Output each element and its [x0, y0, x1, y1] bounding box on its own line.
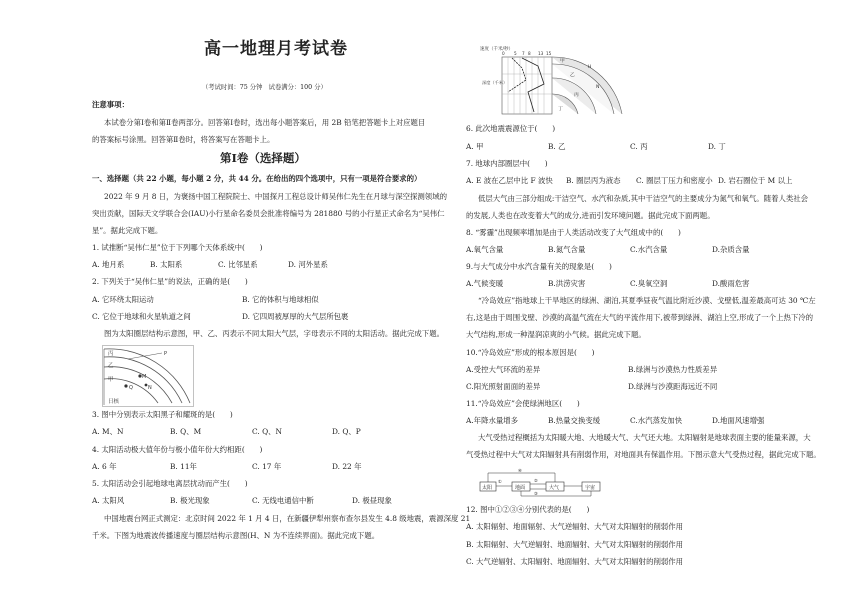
question-stem: 11.“冷岛效应”会使绿洲地区( )	[466, 399, 580, 408]
question-stem: 5. 太阳活动会引起地球电离层扰动而产生( )	[92, 479, 248, 488]
question-stem: 4. 太阳活动极大值年份与极小值年份大约相距( )	[92, 445, 263, 454]
question-stem: 8. “雾霾”出现频率增加是由于人类活动改变了大气组成中的( )	[466, 228, 681, 237]
option-c[interactable]: C. 丙	[630, 142, 648, 151]
question-stem: 6. 此次地震震源位于( )	[466, 124, 556, 133]
question-stem: 2. 下列关于“吴伟仁星”的说法，正确的是( )	[92, 277, 248, 286]
option-d[interactable]: D. 22 年	[332, 462, 362, 471]
option-c[interactable]: C. 圈层丁压力和密度小	[636, 176, 713, 185]
tick-label: 8	[528, 51, 531, 56]
option-c[interactable]: C. 无线电通信中断	[252, 496, 314, 505]
option-c[interactable]: C. 比邻星系	[218, 260, 258, 269]
note-line: 的答案标号涂黑。回答第Ⅱ卷时，将答案写在答题卡上。	[92, 135, 275, 144]
question-stem: 10.“冷岛效应”形成的根本原因是( )	[466, 348, 595, 357]
option-c[interactable]: C.阳光照射面面的差异	[466, 382, 541, 391]
process-number: ④	[518, 468, 522, 473]
option-a[interactable]: A. 太阳辐射、地面辐射、大气逆辐射、大气对太阳辐射的削弱作用	[466, 522, 683, 531]
passage-line: 星”。据此完成下题。	[92, 226, 163, 235]
activity-label: P	[164, 351, 168, 357]
option-b[interactable]: B. 它的体积与地球相似	[242, 295, 319, 304]
passage-line: 大气受热过程概括为太阳暖大地、大地暖大气、大气还大地。太阳辐射是地球表面主要的能量来源，大	[478, 433, 811, 442]
note-line: 本试卷分第Ⅰ卷和第Ⅱ卷两部分。回答第Ⅰ卷时，选出每小题答案后，用 2B 铅笔把答题卡上对应题目	[104, 118, 426, 127]
seismic-wave-figure	[478, 44, 626, 116]
option-b[interactable]: B.绿洲与沙漠热力性质差异	[628, 365, 718, 374]
option-a[interactable]: A.受控大气环流的差异	[466, 365, 541, 374]
layer-label: 丁	[558, 107, 563, 112]
question-stem: 3. 图中分别表示太阳黑子和耀斑的是( )	[92, 410, 233, 419]
section-title: 第Ⅰ卷（选择题）	[220, 151, 306, 165]
axis-label: 速度（千米/秒）	[480, 47, 514, 52]
question-stem: 7. 地球内部圈层中( )	[466, 159, 548, 168]
option-b[interactable]: B. 乙	[548, 142, 566, 151]
sun-structure-figure	[102, 345, 194, 407]
option-c[interactable]: C. 它位于地球和火星轨道之间	[92, 312, 191, 321]
process-number: ②	[534, 478, 538, 483]
passage-line: 千米。下图为地震波传播速度与圈层结构示意图(H、N 为不连续界面)。据此完成下题。	[92, 531, 380, 540]
axis-label: 深度（千米）	[482, 80, 508, 85]
option-c[interactable]: C.水汽蒸发加快	[630, 416, 683, 425]
option-d[interactable]: D. 它四周被厚厚的大气层所包裹	[242, 312, 349, 321]
layer-label: 乙	[570, 73, 575, 78]
left-column	[86, 0, 471, 608]
passage-line: 图为太阳圈层结构示意图，甲、乙、丙表示不同太阳大气层，字母表示不同的太阳活动。据此完成下题。	[104, 329, 444, 338]
option-d[interactable]: D. 河外星系	[288, 260, 328, 269]
boundary-label: H	[588, 65, 592, 70]
question-stem: 1. 试推断“吴伟仁星”位于下列哪个天体系统中( )	[92, 243, 263, 252]
tick-label: 0	[502, 51, 505, 56]
option-a[interactable]: A. 甲	[466, 142, 484, 151]
tick-label: 7	[522, 51, 525, 56]
option-d[interactable]: D. 岩石圈位于 M 以上	[718, 176, 793, 185]
option-a[interactable]: A.气候变暖	[466, 279, 504, 288]
activity-label: N	[148, 385, 152, 391]
option-a[interactable]: A. 它环绕太阳运动	[92, 295, 154, 304]
layer-label: 甲	[560, 59, 565, 64]
passage-line: 2022 年 9 月 8 日，为褒扬中国工程院院士、中国探月工程总设计师吴伟仁先生在月球与深空探测领域的	[104, 192, 447, 201]
layer-label: 丙	[108, 351, 114, 357]
option-a[interactable]: A.氧气含量	[466, 245, 504, 254]
notes-heading: 注意事项：	[92, 100, 129, 109]
passage-line: 中国地震台网正式测定：北京时间 2022 年 1 月 4 日，在新疆伊犁州察布查尔县发生 4.8 级地震，震源深度 21	[104, 514, 471, 523]
passage-line: 的发展,人类也在改变着大气的成分,进而引发环境问题。据此完成下面两题。	[466, 211, 715, 220]
option-c[interactable]: C. 大气逆辐射、太阳辐射、地面辐射、大气对太阳辐射的削弱作用	[466, 557, 684, 566]
passage-line: 低层大气由三部分组成:干洁空气、水汽和杂质,其中干洁空气的主要成分为氮气和氧气。随着人类社会	[478, 194, 809, 203]
box-label: 太阳	[482, 485, 493, 491]
option-d[interactable]: D. 极昼现象	[352, 496, 392, 505]
option-b[interactable]: B.洪涝灾害	[548, 279, 586, 288]
option-b[interactable]: B.热量交换变缓	[548, 416, 601, 425]
option-b[interactable]: B.氮气含量	[548, 245, 586, 254]
process-number: ③	[534, 491, 538, 496]
option-d[interactable]: D.绿洲与沙漠距海远近不同	[628, 382, 718, 391]
option-d[interactable]: D. 丁	[708, 142, 726, 151]
box-label: 地面	[515, 485, 526, 491]
passage-line: 右,这是由于周围戈壁、沙漠的高温气流在大气的平流作用下,被带到绿洲、湖泊上空,形成了一个上热下冷的	[466, 313, 814, 322]
option-d[interactable]: D.地面风速增强	[712, 416, 765, 425]
layer-label: 日核	[108, 399, 120, 405]
option-c[interactable]: C.臭氧空洞	[630, 279, 668, 288]
passage-line: 气受热过程中大气对太阳辐射具有削弱作用，对地面具有保温作用。下图示意大气受热过程，据此完成下题。	[466, 450, 821, 459]
page-title: 高一地理月考试卷	[204, 39, 348, 59]
right-column	[464, 0, 824, 608]
option-a[interactable]: A. 太阳风	[92, 496, 125, 505]
section-instructions: 一、选择题（共 22 小题，每小题 2 分，共 44 分。在给出的四个选项中，只有一项是符合要求的）	[92, 174, 422, 183]
option-d[interactable]: D. Q、P	[332, 427, 361, 436]
option-c[interactable]: C. Q、N	[252, 427, 283, 436]
tick-label: 5	[514, 51, 517, 56]
option-d[interactable]: D.杂质含量	[712, 245, 750, 254]
box-label: 大气	[549, 485, 560, 491]
option-a[interactable]: A. 6 年	[92, 462, 117, 471]
boundary-label: N	[596, 85, 600, 90]
option-c[interactable]: C. 17 年	[252, 462, 282, 471]
passage-line: 大气结构,形成一种湿润凉爽的小气候。据此完成下题。	[466, 330, 646, 339]
option-b[interactable]: B. 11年	[170, 462, 197, 471]
process-number: ①	[498, 479, 502, 484]
activity-label: M	[142, 374, 147, 380]
exam-info: （考试时间：75 分钟 试卷满分：100 分）	[202, 84, 327, 91]
option-b[interactable]: B. 太阳辐射、大气逆辐射、地面辐射、大气对太阳辐射的削弱作用	[466, 540, 684, 549]
option-b[interactable]: B. 极光现象	[170, 496, 210, 505]
passage-line: “冷岛效应”指地球上干旱地区的绿洲、湖泊,其夏季昼夜气温比附近沙漠、戈壁低,温差最高可达 30 ℃左	[478, 296, 816, 305]
activity-label: Q	[129, 385, 133, 391]
tick-label: 15	[546, 51, 552, 56]
layer-label: 甲	[108, 377, 114, 383]
option-a[interactable]: A.年降水量增多	[466, 416, 519, 425]
option-a[interactable]: A. 地月系	[92, 260, 125, 269]
passage-line: 突出贡献，国际天文学联合会(IAU)小行星命名委员会批准将编号为 281880 号的小行星正式命名为“吴伟仁	[92, 209, 445, 218]
question-stem: 12. 图中①②③④分别代表的是( )	[466, 505, 590, 514]
option-b[interactable]: B. Q、M	[170, 427, 202, 436]
option-b[interactable]: B. 太阳系	[150, 260, 183, 269]
option-d[interactable]: D.酸雨危害	[712, 279, 750, 288]
option-a[interactable]: A. M、N	[92, 427, 124, 436]
layer-label: 乙	[108, 363, 114, 369]
tick-label: 13	[538, 51, 544, 56]
option-c[interactable]: C.水汽含量	[630, 245, 668, 254]
option-b[interactable]: B. 圈层丙为液态	[566, 176, 621, 185]
option-a[interactable]: A. E 波在乙层中比 F 波快	[466, 176, 553, 185]
box-label: 宇宙	[585, 485, 596, 491]
question-stem: 9.与大气成分中水汽含量有关的现象是( )	[466, 262, 612, 271]
heating-process-diagram	[478, 468, 608, 498]
layer-label: 丙	[574, 93, 579, 98]
